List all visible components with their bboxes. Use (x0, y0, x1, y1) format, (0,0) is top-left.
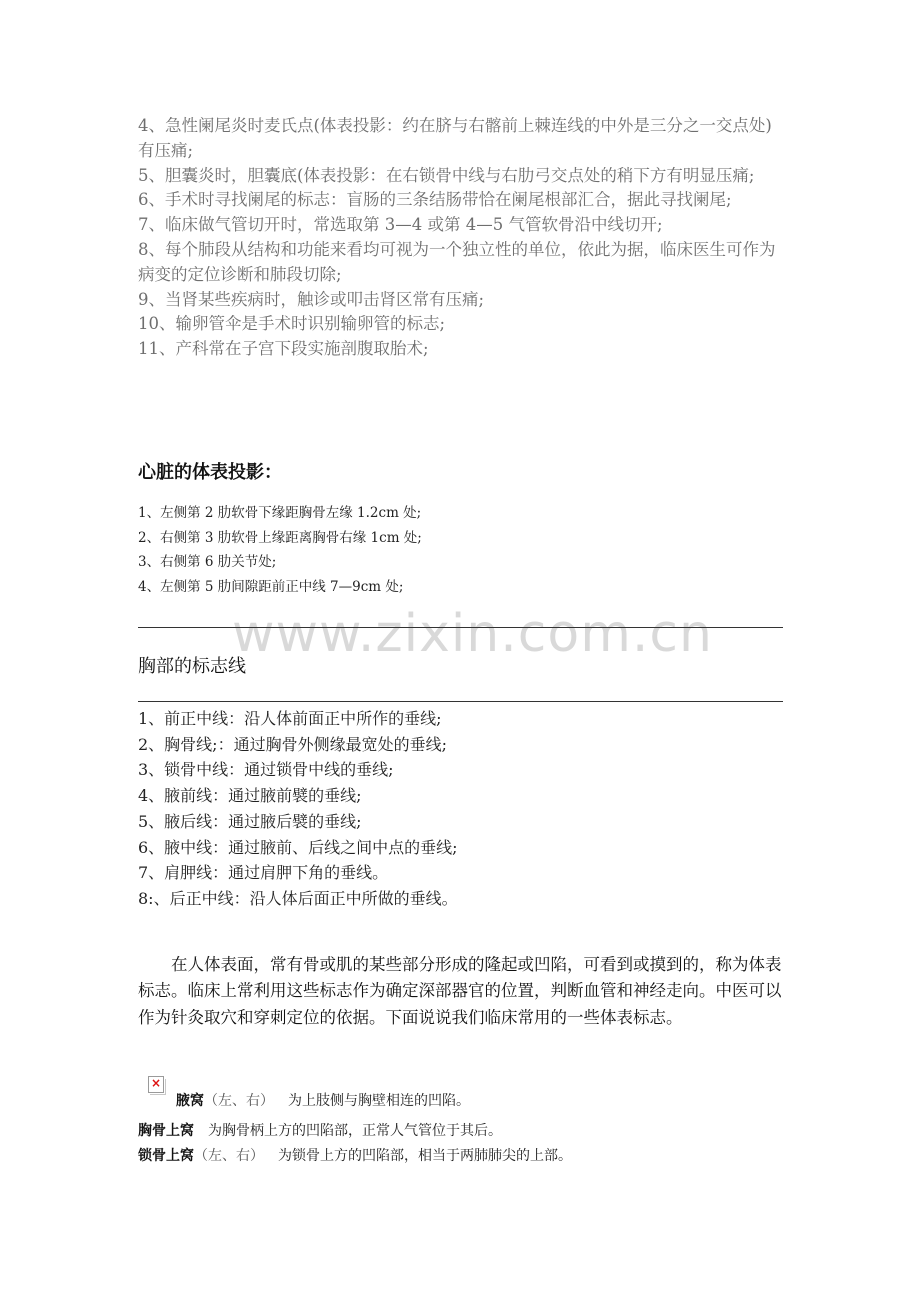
chest-lines-list (138, 706, 788, 912)
landmark-suprasternal-fossa (138, 1120, 502, 1140)
landmark-axilla (176, 1090, 470, 1110)
list-item: 7、临床做气管切开时，常选取第 3—4 或第 4—5 气管软骨沿中线切开; (138, 215, 663, 235)
clinical-notes-list (138, 114, 788, 362)
list-item: 4、腋前线：通过腋前襞的垂线; (138, 786, 362, 806)
landmark-term: 锁骨上窝 (138, 1148, 194, 1164)
watermark: www.zixin.com.cn (232, 604, 713, 664)
landmark-term: 腋窝 (176, 1093, 204, 1109)
landmark-side: （左、右） (194, 1148, 264, 1164)
landmark-desc: 为胸骨柄上方的凹陷部，正常人气管位于其后。 (208, 1123, 502, 1139)
intro-paragraph: 在人体表面，常有骨或肌的某些部分形成的隆起或凹陷，可看到或摸到的，称为体表标志。临床上常利用这些标志作为确定深部器官的位置，判断血管和神经走向。中医可以作为针灸取穴和穿刺定位的依据。下面说说我们临床常用的一些体表标志。 (138, 954, 782, 1027)
list-item: 4、急性阑尾炎时麦氏点(体表投影：约在脐与右髂前上棘连线的中外是三分之一交点处)有压痛; (138, 116, 772, 160)
list-item: 6、腋中线：通过腋前、后线之间中点的垂线; (138, 837, 458, 857)
list-item: 9、当肾某些疾病时，触诊或叩击肾区常有压痛; (138, 289, 485, 309)
list-item: 3、锁骨中线：通过锁骨中线的垂线; (138, 760, 394, 780)
list-item: 5、腋后线：通过腋后襞的垂线; (138, 811, 362, 831)
list-item: 2、右侧第 3 肋软骨上缘距离胸骨右缘 1cm 处; (138, 529, 422, 546)
landmark-side: （左、右） (204, 1093, 274, 1109)
list-item: 8:、后正中线：沿人体后面正中所做的垂线。 (138, 888, 458, 908)
heart-projection-list (138, 501, 788, 600)
list-item: 10、输卵管伞是手术时识别输卵管的标志; (138, 314, 446, 334)
heart-projection-heading: 心脏的体表投影： (138, 462, 282, 483)
landmark-desc: 为锁骨上方的凹陷部，相当于两肺肺尖的上部。 (278, 1148, 572, 1164)
list-item: 4、左侧第 5 肋间隙距前正中线 7—9cm 处; (138, 579, 404, 596)
landmark-term: 胸骨上窝 (138, 1123, 194, 1139)
list-item: 8、每个肺段从结构和功能来看均可视为一个独立性的单位，依此为据，临床医生可作为病变的定位诊断和肺段切除; (138, 239, 776, 284)
list-item: 1、前正中线：沿人体前面正中所作的垂线; (138, 709, 442, 728)
broken-image-icon: × (148, 1076, 164, 1093)
list-item: 3、右侧第 6 肋关节处; (138, 554, 277, 571)
list-item: 11、产科常在子宫下段实施剖腹取胎术; (138, 339, 429, 359)
list-item: 6、手术时寻找阑尾的标志：盲肠的三条结肠带恰在阑尾根部汇合，据此寻找阑尾; (138, 190, 732, 210)
list-item: 7、肩胛线：通过肩胛下角的垂线。 (138, 863, 389, 883)
divider-top (138, 627, 783, 628)
landmark-supraclavicular-fossa (138, 1145, 572, 1165)
list-item: 2、胸骨线;：通过胸骨外侧缘最宽处的垂线; (138, 734, 447, 754)
divider-bottom (138, 701, 783, 702)
landmark-desc: 为上肢侧与胸壁相连的凹陷。 (288, 1093, 470, 1109)
list-item: 5、胆囊炎时，胆囊底(体表投影：在右锁骨中线与右肋弓交点处的稍下方有明显压痛; (138, 165, 755, 185)
list-item: 1、左侧第 2 肋软骨下缘距胸骨左缘 1.2cm 处; (138, 505, 422, 521)
chest-lines-heading: 胸部的标志线 (138, 656, 246, 677)
